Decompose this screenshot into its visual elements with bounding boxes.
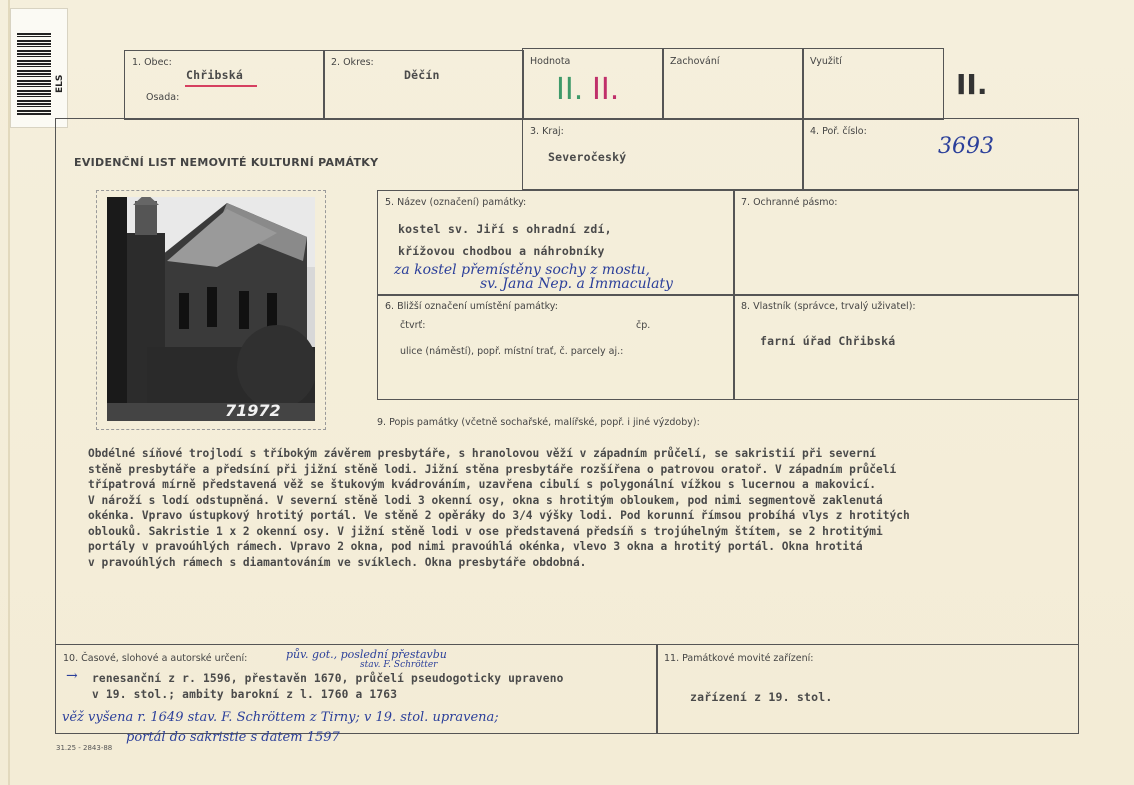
ulice-label: ulice (náměstí), popř. místní trať, č. parcely aj.: (400, 346, 624, 357)
nazev-line1: kostel sv. Jiří s ohradní zdí, (398, 222, 612, 236)
description-line: třípatrová mírně představená věž se štukovým kvádrováním, uzavřena cibulí s polygonální vížkou s lucernou a makovicí. (88, 478, 877, 491)
zachovani-label: Zachování (670, 56, 720, 67)
description-line: oblouků. Sakristie 1 x 2 okenní osy. V jižní stěně lodi v ose představená předsíň s trojúhelným štítem, se 2 hrotitými (88, 524, 883, 538)
ctvrt-label: čtvrť: (400, 320, 426, 331)
description-line: V nároží s lodí odstupněná. V severní stěně lodi 3 okenní osy, okna s hrotitým obloukem, pod nimi segmentově zaklenutá (88, 493, 883, 507)
photo-number: 71972 (225, 401, 281, 420)
vlastnik-label: 8. Vlastník (správce, trvalý uživatel): (741, 301, 916, 312)
nazev-label: 5. Název (označení) památky: (385, 197, 527, 208)
casove-hand-bottom2: portál do sakristie s datem 1597 (126, 730, 340, 745)
nazev-hand1: za kostel přemístěny sochy z mostu, (394, 262, 650, 278)
casove-label: 10. Časové, slohové a autorské určení: (63, 653, 248, 664)
description-line: okénka. Vpravo ústupkový hrotitý portál. Ve stěně 2 opěráky do 3/4 výšky lodi. Pod korunní římsou probíhá vlys z hrotitých (88, 509, 910, 522)
hodnota-red-mark: II. (592, 72, 620, 107)
description-line: stěně presbytáře a předsíní při jižní stěně lodi. Jižní stěna presbytáře rozšířena o patrovou oratoř. V západním průčelí (88, 462, 897, 476)
description-line: v pravoúhlých rámech s diamantováním ve svíklech. Okna presbytáře obdobná. (88, 555, 587, 569)
nazev-line2: křížovou chodbou a náhrobníky (398, 244, 605, 258)
casove-hand-top1: pův. got., poslední přestavbu (286, 648, 447, 661)
movite-label: 11. Památkové movité zařízení: (664, 653, 814, 664)
blizsi-label: 6. Bližší označení umístění památky: (385, 301, 558, 312)
barcode-sticker (10, 8, 68, 128)
kraj-label: 3. Kraj: (530, 126, 564, 137)
barcode-icon (17, 33, 51, 115)
vyuziti-value: II. (956, 68, 988, 101)
vyuziti-label: Využití (810, 56, 842, 67)
casove-line2: v 19. stol.; ambity barokní z l. 1760 a 1763 (92, 688, 398, 701)
casove-hand-bottom1: věž vyšena r. 1649 stav. F. Schröttem z Tirny; v 19. stol. upravena; (62, 710, 499, 725)
por-cislo-value: 3693 (938, 134, 994, 159)
movite-value: zařízení z 19. stol. (690, 690, 833, 704)
vlastnik-value: farní úřad Chřibská (760, 334, 896, 348)
form-title: EVIDENČNÍ LIST NEMOVITÉ KULTURNÍ PAMÁTKY (74, 156, 379, 169)
hodnota-label: Hodnota (530, 56, 571, 67)
osada-label: Osada: (146, 92, 180, 103)
casove-hand-top2: stav. F. Schrötter (360, 660, 438, 670)
arrow-right-icon: → (66, 668, 78, 684)
okres-value: Děčín (404, 68, 440, 82)
kraj-value: Severočeský (548, 150, 627, 164)
cp-label: čp. (636, 320, 651, 331)
ochranne-label: 7. Ochranné pásmo: (741, 197, 838, 208)
footer-code: 31.25 - 2843-88 (56, 744, 113, 752)
description-block (88, 446, 1068, 570)
description-line: portály v pravoúhlých rámech. Vpravo 2 okna, pod nimi pravoúhlá okénka, vlevo 3 okna a hrotitý portál. Okna hrotitá (88, 540, 863, 553)
hodnota-green-mark: II. (556, 72, 584, 107)
obec-underline (185, 85, 257, 87)
photo-frame (96, 190, 326, 430)
popis-label: 9. Popis památky (včetně sochařské, malířské, popř. i jiné výzdoby): (377, 417, 700, 428)
obec-value: Chřibská (186, 68, 243, 82)
por-cislo-label: 4. Poř. číslo: (810, 126, 867, 137)
casove-line1: renesanční z r. 1596, přestavěn 1670, průčelí pseudogoticky upraveno (92, 672, 564, 685)
church-photo (107, 197, 315, 421)
sticker-code: ELS (55, 74, 65, 93)
nazev-hand2: sv. Jana Nep. a Immaculaty (480, 276, 673, 292)
obec-label: 1. Obec: (132, 57, 172, 68)
okres-label: 2. Okres: (331, 57, 374, 68)
description-line: Obdélné síňové trojlodí s tříbokým závěrem presbytáře, s hranolovou věží v západním průčelí, se sakristií při severní (88, 447, 877, 460)
